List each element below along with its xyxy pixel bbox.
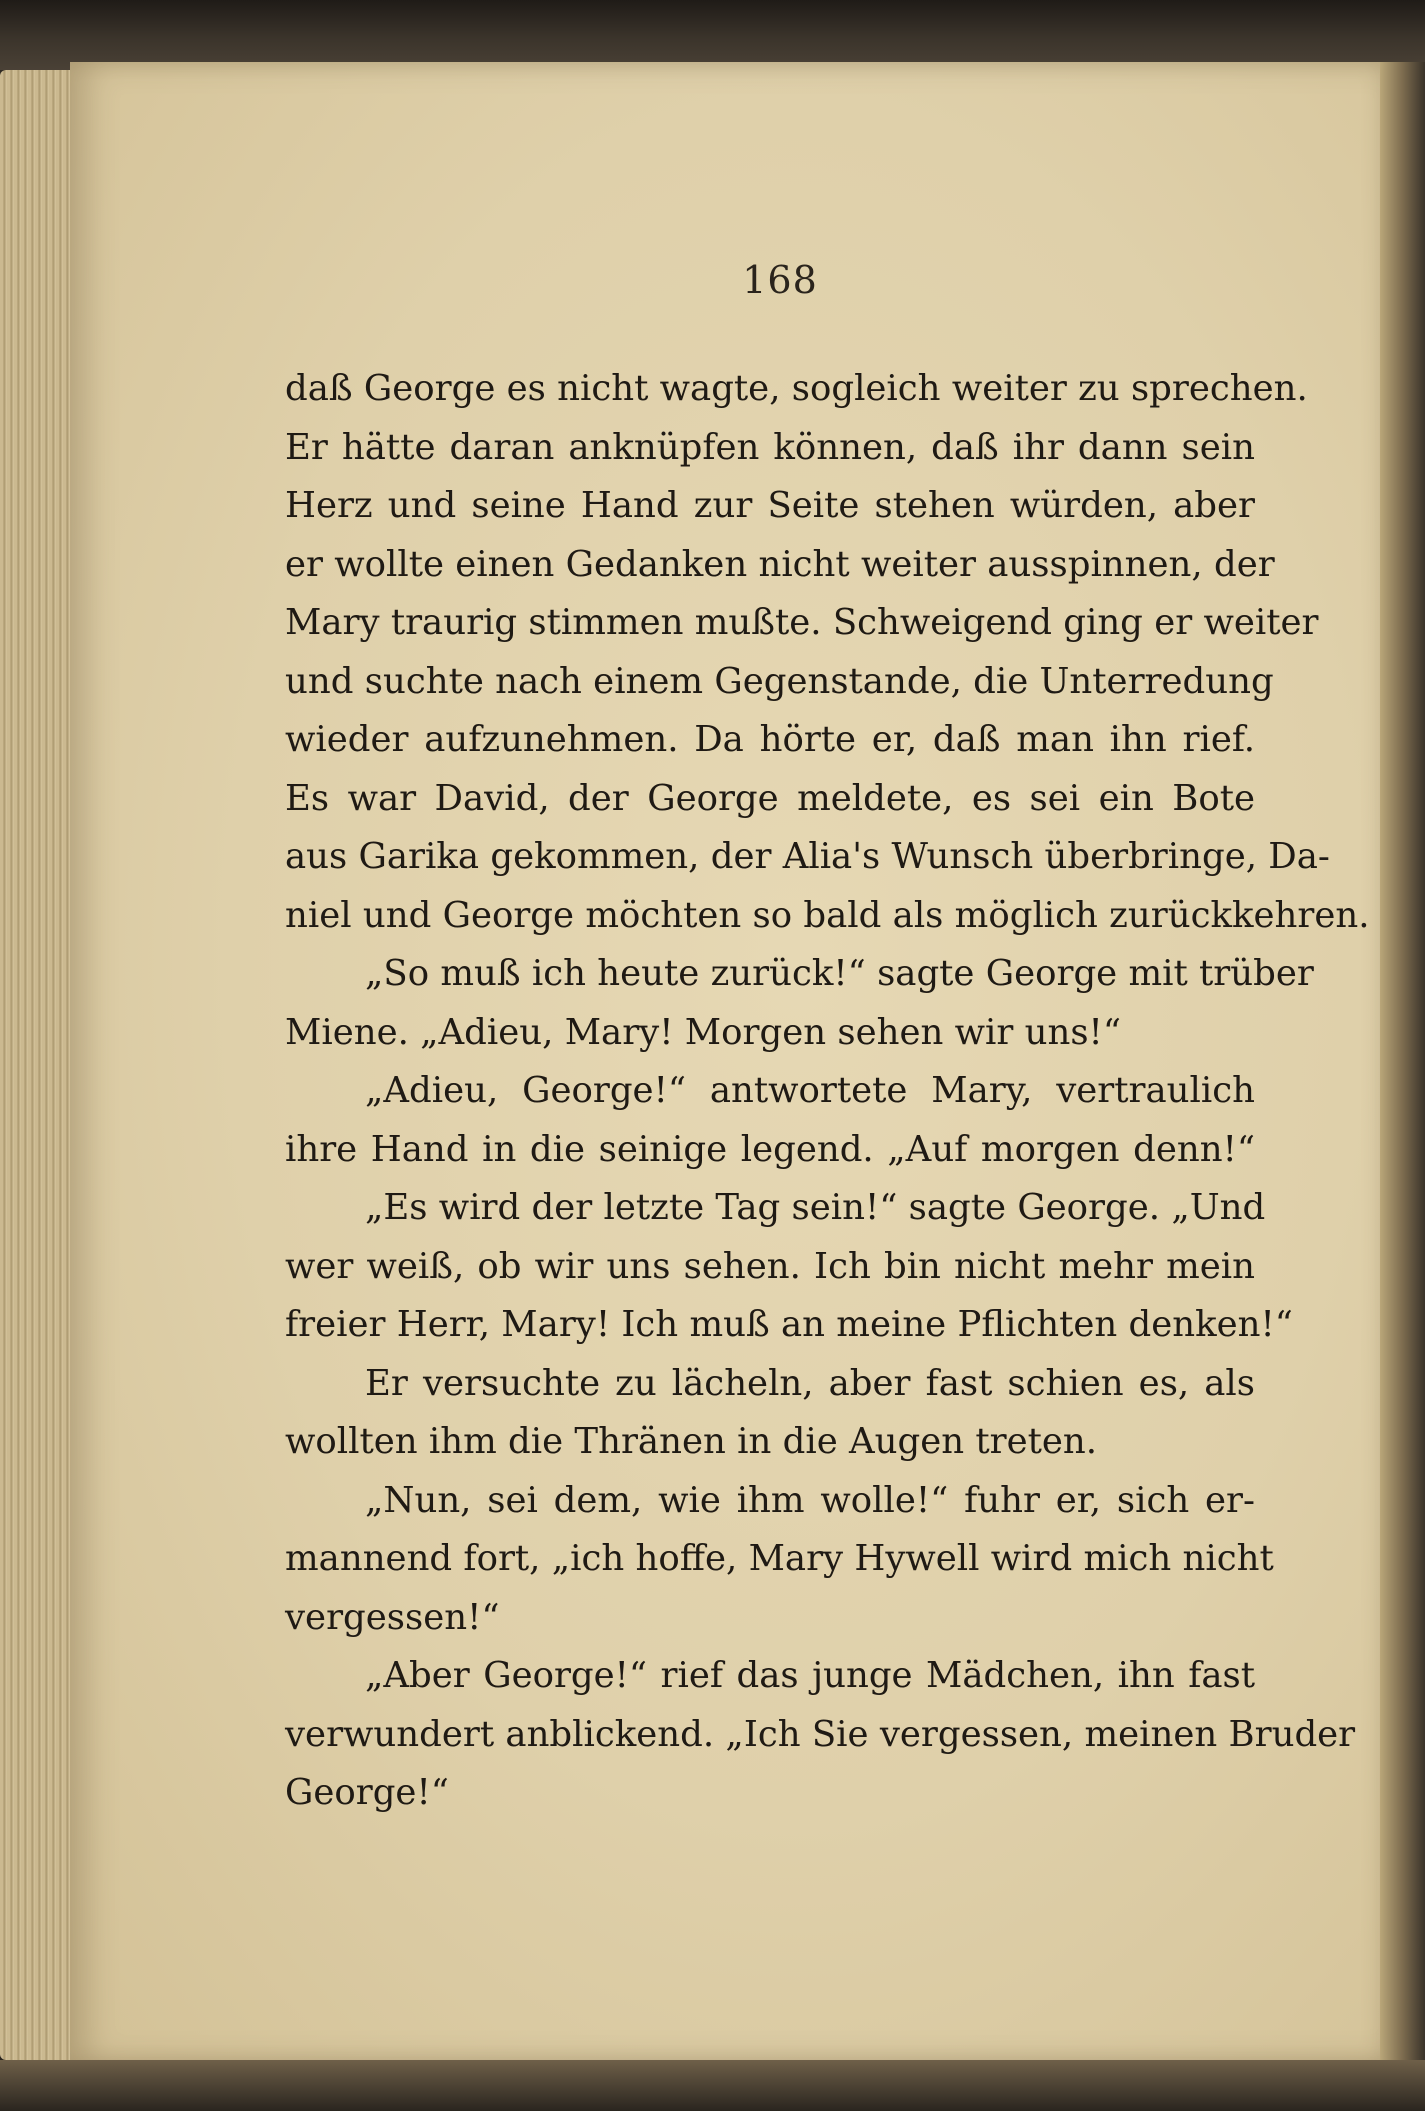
text-line: „Aber George!“ rief das junge Mädchen, ihn fast <box>365 1655 1255 1696</box>
text-line: Herz und seine Hand zur Seite stehen würden, aber <box>285 485 1255 526</box>
text-line: niel und George möchten so bald als möglich zurückkehren. <box>285 894 1370 936</box>
text-line: freier Herr, Mary! Ich muß an meine Pflichten denken!“ <box>285 1304 1293 1345</box>
text-line: vergessen!“ <box>285 1596 500 1638</box>
text-line: wer weiß, ob wir uns sehen. Ich bin nicht mehr mein <box>285 1245 1255 1287</box>
text-line: Er versuchte zu lächeln, aber fast schien es, als <box>365 1362 1255 1404</box>
text-line: wieder aufzunehmen. Da hörte er, daß man ihn rief. <box>285 719 1255 760</box>
book-spine-shadow <box>1380 62 1425 2062</box>
text-line: „Es wird der letzte Tag sein!“ sagte George. „Und <box>365 1187 1266 1228</box>
text-line: Miene. „Adieu, Mary! Morgen sehen wir uns!“ <box>285 1011 1121 1053</box>
text-line: Es war David, der George meldete, es sei ein Bote <box>285 777 1255 819</box>
text-line: Mary traurig stimmen mußte. Schweigend ging er weiter <box>285 602 1319 643</box>
text-line: ihre Hand in die seinige legend. „Auf morgen denn!“ <box>285 1128 1255 1170</box>
book-cover-top <box>0 0 1425 70</box>
text-line: daß George es nicht wagte, sogleich weiter zu sprechen. <box>285 368 1308 409</box>
text-line: Er hätte daran anknüpfen können, daß ihr dann sein <box>285 426 1255 468</box>
text-line: mannend fort, „ich hoffe, Mary Hywell wird mich nicht <box>285 1538 1274 1579</box>
text-line: und suchte nach einem Gegenstande, die Unterredung <box>285 660 1274 702</box>
body-text <box>285 360 1370 1823</box>
text-line: „So muß ich heute zurück!“ sagte George mit trüber <box>365 953 1314 994</box>
page-number: 168 <box>742 258 818 302</box>
text-line: George!“ <box>285 1772 449 1813</box>
text-line: wollten ihm die Thränen in die Augen treten. <box>285 1421 1098 1462</box>
text-line: er wollte einen Gedanken nicht weiter ausspinnen, der <box>285 543 1275 585</box>
text-line: „Nun, sei dem, wie ihm wolle!“ fuhr er, sich er- <box>365 1479 1255 1521</box>
text-line: „Adieu, George!“ antwortete Mary, vertraulich <box>365 1070 1255 1111</box>
text-line: verwundert anblickend. „Ich Sie vergessen, meinen Bruder <box>285 1713 1356 1755</box>
book-bottom-edge <box>0 2060 1425 2111</box>
text-line: aus Garika gekommen, der Alia's Wunsch überbringe, Da- <box>285 836 1330 877</box>
